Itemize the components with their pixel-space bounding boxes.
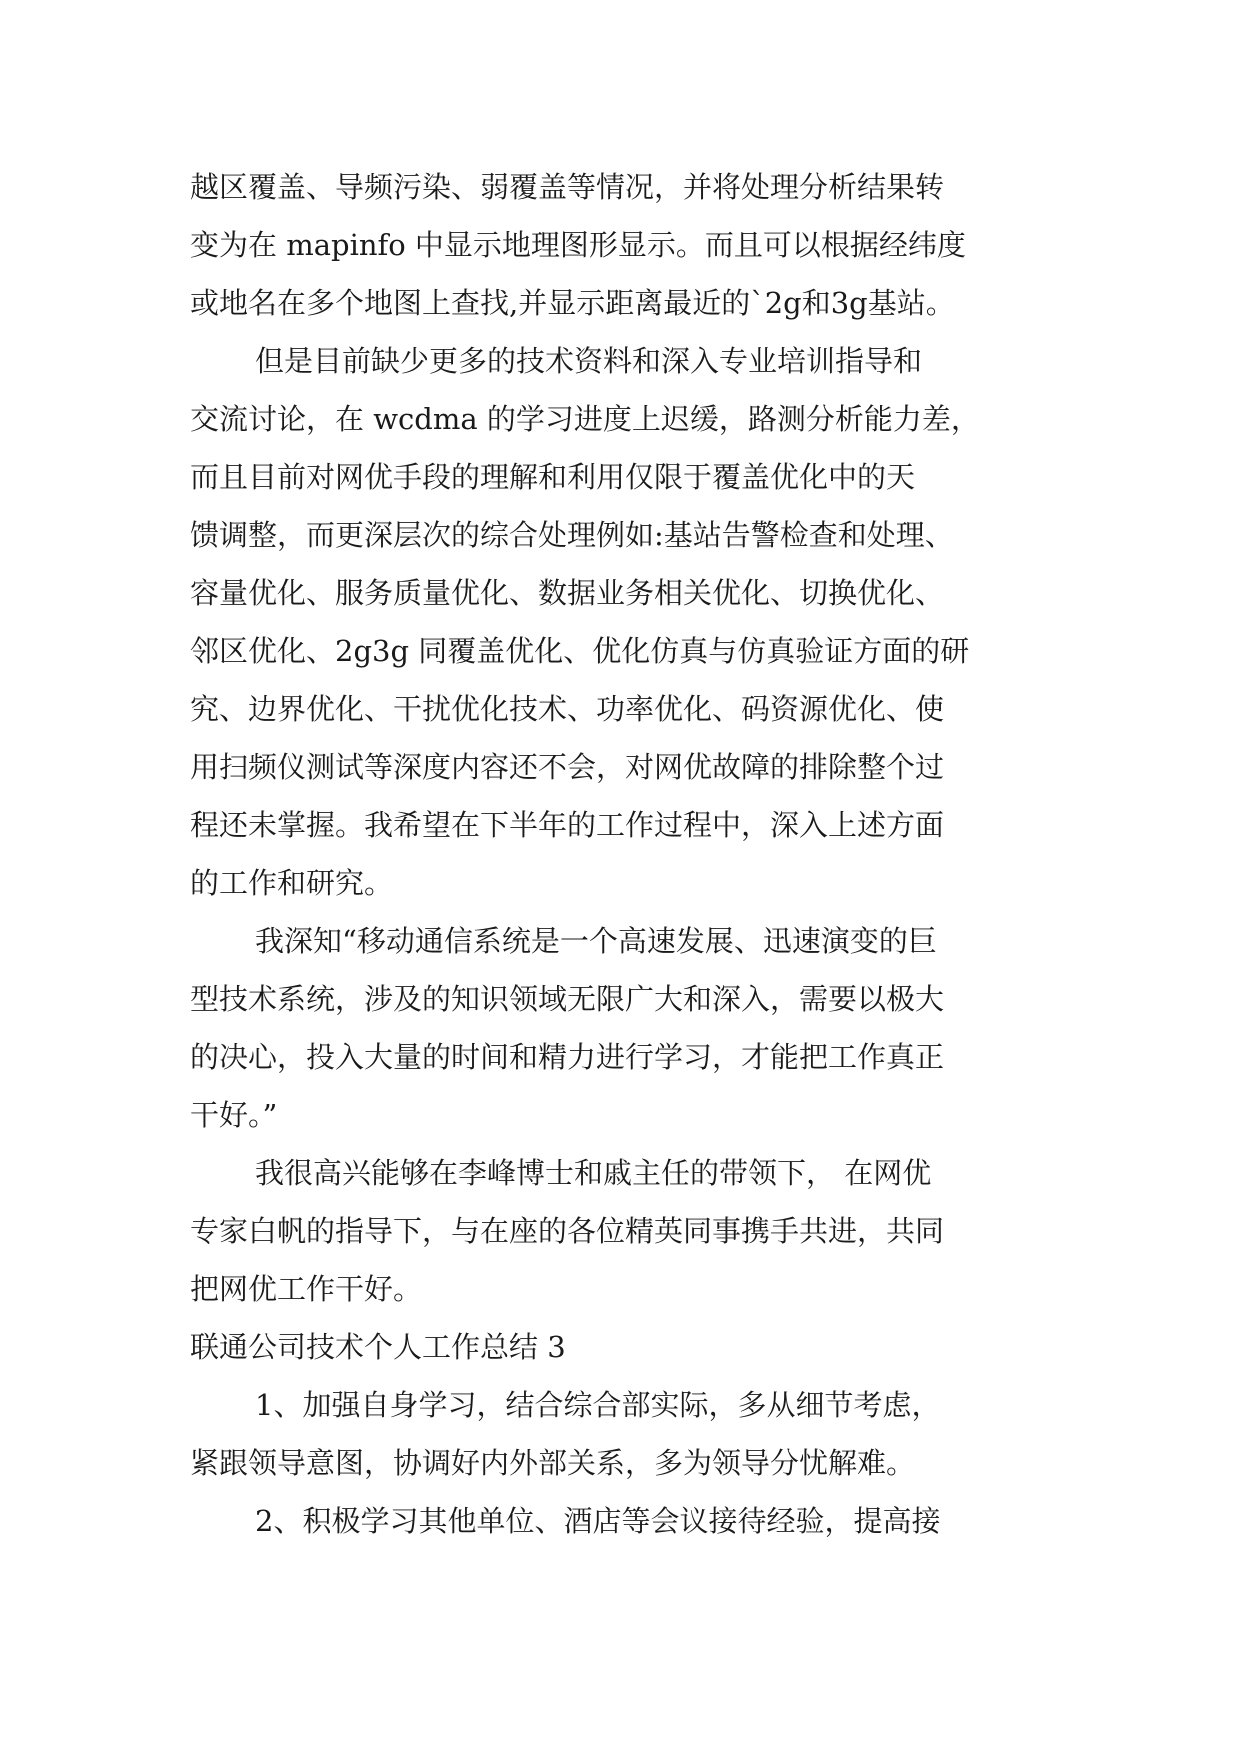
- paragraph-line: 程还未掌握。我希望在下半年的工作过程中，深入上述方面: [190, 808, 945, 842]
- paragraph-line: 交流讨论，在 wcdma 的学习进度上迟缓，路测分析能力差，: [190, 402, 980, 436]
- paragraph-line: 馈调整，而更深层次的综合处理例如:基站告警检查和处理、: [190, 518, 954, 552]
- section-heading: 联通公司技术个人工作总结 3: [190, 1330, 566, 1364]
- list-item-first-line: 1、加强自身学习，结合综合部实际，多从细节考虑，: [255, 1388, 941, 1422]
- paragraph-line: 把网优工作干好。: [190, 1272, 423, 1306]
- paragraph-first-line: 但是目前缺少更多的技术资料和深入专业培训指导和: [255, 344, 923, 378]
- paragraph-line: 的决心，投入大量的时间和精力进行学习，才能把工作真正: [190, 1040, 945, 1074]
- paragraph-first-line: 我深知“移动通信系统是一个高速发展、迅速演变的巨: [255, 924, 937, 958]
- document-body: [190, 158, 1060, 1550]
- paragraph-line: 越区覆盖、导频污染、弱覆盖等情况，并将处理分析结果转: [190, 170, 945, 204]
- paragraph-line: 邻区优化、2g3g 同覆盖优化、优化仿真与仿真验证方面的研: [190, 634, 970, 668]
- paragraph-line: 或地名在多个地图上查找,并显示距离最近的`2g和3g基站。: [190, 286, 955, 320]
- paragraph-line: 变为在 mapinfo 中显示地理图形显示。而且可以根据经纬度: [190, 228, 966, 262]
- list-item-line: 紧跟领导意图，协调好内外部关系，多为领导分忧解难。: [190, 1446, 916, 1480]
- paragraph-line: 用扫频仪测试等深度内容还不会，对网优故障的排除整个过: [190, 750, 945, 784]
- paragraph-line: 型技术系统，涉及的知识领域无限广大和深入，需要以极大: [190, 982, 945, 1016]
- paragraph-line: 专家白帆的指导下，与在座的各位精英同事携手共进，共同: [190, 1214, 945, 1248]
- paragraph-first-line: 我很高兴能够在李峰博士和戚主任的带领下， 在网优: [255, 1156, 932, 1190]
- paragraph-line: 干好。”: [190, 1098, 278, 1132]
- list-item-first-line: 2、积极学习其他单位、酒店等会议接待经验，提高接: [255, 1504, 941, 1538]
- paragraph-line: 的工作和研究。: [190, 866, 394, 900]
- paragraph-line: 究、边界优化、干扰优化技术、功率优化、码资源优化、使: [190, 692, 945, 726]
- paragraph-line: 容量优化、服务质量优化、数据业务相关优化、切换优化、: [190, 576, 945, 610]
- paragraph-line: 而且目前对网优手段的理解和利用仅限于覆盖优化中的天: [190, 460, 916, 494]
